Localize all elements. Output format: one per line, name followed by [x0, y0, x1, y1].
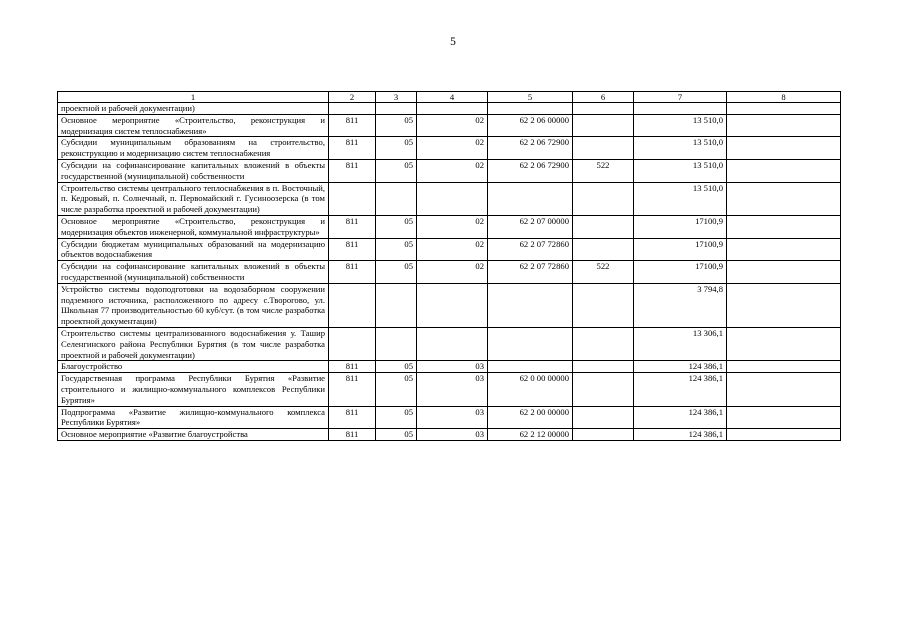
cell-admin-code: 811	[329, 429, 376, 441]
cell-target-article: 62 2 07 72860	[488, 238, 573, 261]
cell-section: 05	[376, 361, 417, 373]
cell-amount	[634, 103, 727, 115]
cell-expense-type: 522	[573, 159, 634, 182]
cell-amount: 13 306,1	[634, 327, 727, 360]
cell-expense-type	[573, 361, 634, 373]
cell-col8	[727, 406, 841, 429]
cell-col8	[727, 261, 841, 284]
cell-amount: 3 794,8	[634, 283, 727, 327]
cell-target-article: 62 2 00 00000	[488, 406, 573, 429]
cell-subsection: 02	[417, 137, 488, 160]
cell-col8	[727, 215, 841, 238]
cell-subsection	[417, 103, 488, 115]
cell-section	[376, 283, 417, 327]
cell-target-article: 62 0 00 00000	[488, 373, 573, 406]
cell-amount: 124 386,1	[634, 406, 727, 429]
cell-description: Субсидии бюджетам муниципальных образований на модернизацию объектов водоснабжения	[58, 238, 329, 261]
cell-description: Основное мероприятие «Строительство, реконструкция и модернизация объектов инженерной, коммунальной инфраструктуры»	[58, 215, 329, 238]
cell-description: Благоустройство	[58, 361, 329, 373]
cell-subsection: 02	[417, 261, 488, 284]
cell-description: Подпрограмма «Развитие жилищно-коммунального комплекса Республики Бурятия»	[58, 406, 329, 429]
cell-subsection	[417, 182, 488, 215]
cell-description: проектной и рабочей документации)	[58, 103, 329, 115]
cell-amount: 124 386,1	[634, 361, 727, 373]
page-number: 5	[450, 36, 456, 48]
table-body	[58, 92, 841, 441]
cell-subsection: 03	[417, 429, 488, 441]
cell-col8	[727, 283, 841, 327]
cell-expense-type	[573, 182, 634, 215]
cell-expense-type	[573, 406, 634, 429]
table-row	[58, 283, 841, 327]
cell-description: Строительство системы центрального теплоснабжения в п. Восточный, п. Кедровый, п. Солнечный, п. Первомайский г. Гусиноозерска (в том числе разработка проектной и рабочей документации)	[58, 182, 329, 215]
cell-expense-type	[573, 283, 634, 327]
cell-amount: 13 510,0	[634, 159, 727, 182]
cell-amount: 13 510,0	[634, 182, 727, 215]
cell-section: 05	[376, 114, 417, 137]
cell-target-article	[488, 182, 573, 215]
cell-target-article	[488, 327, 573, 360]
cell-section	[376, 327, 417, 360]
cell-target-article: 62 2 06 72900	[488, 159, 573, 182]
table-row	[58, 103, 841, 115]
table-row	[58, 373, 841, 406]
cell-amount: 17100,9	[634, 215, 727, 238]
cell-subsection	[417, 327, 488, 360]
cell-description: Субсидии муниципальным образованиям на строительство, реконструкцию и модернизацию систем теплоснабжения	[58, 137, 329, 160]
cell-col8	[727, 114, 841, 137]
header-cell: 7	[634, 92, 727, 103]
cell-subsection: 03	[417, 406, 488, 429]
cell-col8	[727, 182, 841, 215]
cell-description: Основное мероприятие «Строительство, реконструкция и модернизация систем теплоснабжения»	[58, 114, 329, 137]
cell-subsection: 02	[417, 238, 488, 261]
cell-target-article: 62 2 07 00000	[488, 215, 573, 238]
cell-subsection	[417, 283, 488, 327]
cell-section: 05	[376, 261, 417, 284]
cell-description: Субсидии на софинансирование капитальных вложений в объекты государственной (муниципальной) собственности	[58, 159, 329, 182]
cell-col8	[727, 137, 841, 160]
cell-section	[376, 103, 417, 115]
header-cell: 1	[58, 92, 329, 103]
cell-admin-code: 811	[329, 114, 376, 137]
cell-admin-code: 811	[329, 137, 376, 160]
cell-col8	[727, 103, 841, 115]
header-cell: 5	[488, 92, 573, 103]
cell-col8	[727, 327, 841, 360]
cell-admin-code	[329, 103, 376, 115]
cell-admin-code: 811	[329, 261, 376, 284]
cell-target-article: 62 2 06 72900	[488, 137, 573, 160]
header-cell: 8	[727, 92, 841, 103]
cell-expense-type	[573, 114, 634, 137]
cell-target-article	[488, 283, 573, 327]
cell-admin-code	[329, 283, 376, 327]
cell-subsection: 03	[417, 373, 488, 406]
cell-amount: 17100,9	[634, 261, 727, 284]
cell-section: 05	[376, 373, 417, 406]
table-row	[58, 238, 841, 261]
cell-admin-code: 811	[329, 159, 376, 182]
cell-expense-type	[573, 137, 634, 160]
cell-amount: 124 386,1	[634, 429, 727, 441]
cell-amount: 13 510,0	[634, 137, 727, 160]
cell-col8	[727, 361, 841, 373]
cell-section: 05	[376, 159, 417, 182]
cell-col8	[727, 159, 841, 182]
cell-section: 05	[376, 429, 417, 441]
table-header-row	[58, 92, 841, 103]
cell-target-article: 62 2 12 00000	[488, 429, 573, 441]
cell-description: Устройство системы водоподготовки на водозаборном сооружении подземного источника, расположенного по адресу с.Творогово, ул. Школьная 77 производительностью 60 куб/сут. (в том числе разработка проектной документации)	[58, 283, 329, 327]
header-cell: 4	[417, 92, 488, 103]
cell-expense-type	[573, 215, 634, 238]
cell-col8	[727, 429, 841, 441]
cell-description: Государственная программа Республики Бурятия «Развитие строительного и жилищно-коммунального комплексов Республики Бурятия»	[58, 373, 329, 406]
table-row	[58, 327, 841, 360]
cell-amount: 124 386,1	[634, 373, 727, 406]
table-row	[58, 406, 841, 429]
cell-description: Основное мероприятие «Развитие благоустройства	[58, 429, 329, 441]
cell-expense-type: 522	[573, 261, 634, 284]
table-row	[58, 215, 841, 238]
table-row	[58, 182, 841, 215]
cell-admin-code: 811	[329, 215, 376, 238]
cell-amount: 17100,9	[634, 238, 727, 261]
cell-col8	[727, 238, 841, 261]
header-cell: 3	[376, 92, 417, 103]
table-row	[58, 137, 841, 160]
cell-subsection: 02	[417, 114, 488, 137]
table-row	[58, 361, 841, 373]
header-cell: 2	[329, 92, 376, 103]
cell-admin-code: 811	[329, 238, 376, 261]
table-row	[58, 159, 841, 182]
cell-expense-type	[573, 327, 634, 360]
cell-target-article: 62 2 07 72860	[488, 261, 573, 284]
cell-target-article	[488, 103, 573, 115]
cell-description: Строительство системы централизованного водоснабжения у. Ташир Селенгинского района Республики Бурятия (в том числе разработка проектной и рабочей документации)	[58, 327, 329, 360]
cell-target-article: 62 2 06 00000	[488, 114, 573, 137]
cell-subsection: 03	[417, 361, 488, 373]
header-cell: 6	[573, 92, 634, 103]
cell-section: 05	[376, 137, 417, 160]
cell-admin-code: 811	[329, 361, 376, 373]
table-row	[58, 114, 841, 137]
table-row	[58, 429, 841, 441]
cell-description: Субсидии на софинансирование капитальных вложений в объекты государственной (муниципальной) собственности	[58, 261, 329, 284]
cell-expense-type	[573, 429, 634, 441]
cell-subsection: 02	[417, 159, 488, 182]
cell-admin-code: 811	[329, 373, 376, 406]
cell-subsection: 02	[417, 215, 488, 238]
cell-col8	[727, 373, 841, 406]
cell-section: 05	[376, 215, 417, 238]
cell-target-article	[488, 361, 573, 373]
budget-table	[57, 91, 841, 441]
cell-amount: 13 510,0	[634, 114, 727, 137]
cell-expense-type	[573, 373, 634, 406]
cell-expense-type	[573, 103, 634, 115]
cell-admin-code	[329, 182, 376, 215]
cell-expense-type	[573, 238, 634, 261]
table-row	[58, 261, 841, 284]
cell-section: 05	[376, 238, 417, 261]
cell-section: 05	[376, 406, 417, 429]
cell-admin-code: 811	[329, 406, 376, 429]
cell-admin-code	[329, 327, 376, 360]
cell-section	[376, 182, 417, 215]
